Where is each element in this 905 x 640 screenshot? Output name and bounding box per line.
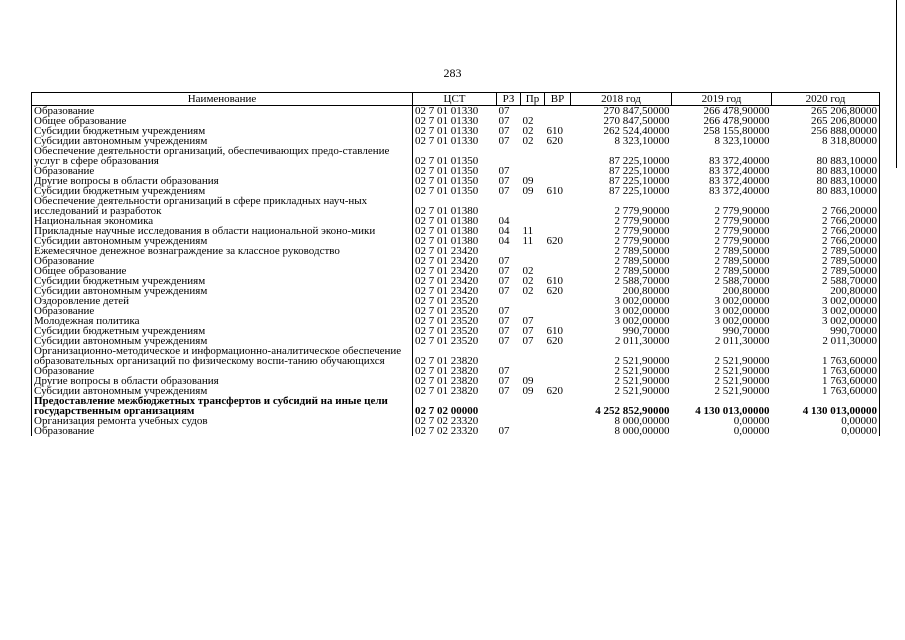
row-amount-2020: 3 002,00000 (772, 306, 880, 316)
table-row (32, 396, 880, 416)
row-pr: 02 (522, 135, 534, 147)
row-amount-2018: 262 524,40000 (603, 125, 670, 137)
row-pr (521, 296, 545, 306)
row-amount-2020: 2 011,30000 (772, 336, 880, 346)
row-pr (521, 416, 545, 426)
row-amount-2018: 2 779,90000 (614, 205, 670, 217)
row-cst: 02 7 01 23820 (413, 346, 497, 366)
row-pr: 11 (522, 235, 534, 247)
row-cst: 02 7 01 23420 (413, 266, 497, 276)
row-name: Субсидии автономным учреждениям (32, 236, 413, 246)
row-pr: 07 (522, 335, 534, 347)
row-name: Субсидии автономным учреждениям (32, 286, 413, 296)
row-vr (545, 166, 571, 176)
row-cst: 02 7 01 01380 (413, 196, 497, 216)
row-rz (497, 196, 521, 216)
header-2019: 2019 год (672, 93, 772, 106)
row-rz: 07 (498, 285, 510, 297)
header-2020: 2020 год (772, 93, 880, 106)
row-amount-2020: 3 002,00000 (772, 316, 880, 326)
header-rz: РЗ (497, 93, 521, 106)
row-rz: 07 (498, 185, 510, 197)
row-vr (545, 246, 571, 256)
row-name: Обеспечение деятельности организаций в сфере прикладных науч-ных исследований и разработок (32, 196, 413, 216)
row-vr (545, 106, 571, 117)
row-vr (545, 396, 571, 416)
row-vr: 620 (546, 235, 563, 247)
row-name: Прикладные научные исследования в области национальной эконо-мики (32, 226, 413, 236)
row-amount-2020: 0,00000 (772, 416, 880, 426)
row-rz: 07 (498, 385, 510, 397)
row-vr: 620 (546, 335, 563, 347)
row-name: Обеспечение деятельности организаций, обеспечивающих предо-ставление услуг в сфере образования (32, 146, 413, 166)
row-name: Субсидии бюджетным учреждениям (32, 126, 413, 136)
row-name: Субсидии бюджетным учреждениям (32, 186, 413, 196)
row-pr (521, 246, 545, 256)
row-amount-2019: 2 789,50000 (714, 265, 770, 277)
table-row (32, 426, 880, 436)
row-vr: 610 (546, 275, 563, 287)
row-pr: 07 (522, 325, 534, 337)
row-name: Субсидии автономным учреждениям (32, 386, 413, 396)
row-cst: 02 7 01 23520 (413, 306, 497, 316)
row-name: Образование (32, 306, 413, 316)
row-amount-2019: 8 323,10000 (714, 135, 770, 147)
row-amount-2020: 80 883,10000 (772, 146, 880, 166)
row-amount-2018: 270 847,50000 (603, 115, 670, 127)
row-vr (545, 216, 571, 226)
row-vr (545, 416, 571, 426)
row-name: Национальная экономика (32, 216, 413, 226)
row-cst: 02 7 01 01330 (413, 116, 497, 126)
row-pr (521, 146, 545, 166)
row-amount-2019: 3 002,00000 (714, 295, 770, 307)
row-cst: 02 7 01 23420 (413, 246, 497, 256)
row-amount-2018: 2 011,30000 (614, 335, 670, 347)
row-amount-2018: 2 521,90000 (614, 375, 670, 387)
row-name: Субсидии автономным учреждениям (32, 336, 413, 346)
row-amount-2019: 200,80000 (722, 285, 770, 297)
row-cst: 02 7 01 01330 (413, 106, 497, 117)
row-rz: 07 (498, 335, 510, 347)
row-rz: 04 (498, 215, 510, 227)
row-name: Субсидии бюджетным учреждениям (32, 326, 413, 336)
row-amount-2020: 2 789,50000 (772, 246, 880, 256)
row-amount-2019: 2 011,30000 (714, 335, 770, 347)
row-name: Образование (32, 426, 413, 436)
row-cst: 02 7 01 01380 (413, 226, 497, 236)
row-pr (521, 396, 545, 416)
row-pr: 09 (522, 175, 534, 187)
row-vr: 620 (546, 135, 563, 147)
row-name: Субсидии автономным учреждениям (32, 136, 413, 146)
row-amount-2018: 2 789,50000 (614, 265, 670, 277)
row-cst: 02 7 01 01380 (413, 236, 497, 246)
table-body (32, 106, 880, 437)
row-name: Другие вопросы в области образования (32, 176, 413, 186)
row-cst: 02 7 01 23520 (413, 326, 497, 336)
row-amount-2019: 266 478,90000 (703, 115, 770, 127)
row-cst: 02 7 01 23420 (413, 286, 497, 296)
row-rz: 07 (498, 115, 510, 127)
margin-rule (896, 0, 897, 168)
row-amount-2019: 258 155,80000 (703, 125, 770, 137)
row-cst: 02 7 01 23820 (413, 376, 497, 386)
row-amount-2020: 80 883,10000 (772, 166, 880, 176)
header-name: Наименование (32, 93, 413, 106)
row-amount-2019: 0,00000 (733, 425, 770, 437)
row-amount-2020: 4 130 013,00000 (772, 396, 880, 416)
row-amount-2019: 83 372,40000 (709, 155, 770, 167)
row-amount-2020: 2 766,20000 (772, 236, 880, 246)
row-amount-2019: 2 521,90000 (714, 375, 770, 387)
row-amount-2020: 2 766,20000 (772, 226, 880, 236)
table-header-row (32, 93, 880, 106)
row-amount-2020: 80 883,10000 (772, 186, 880, 196)
row-rz: 07 (498, 135, 510, 147)
row-amount-2019: 2 779,90000 (714, 205, 770, 217)
row-pr: 02 (522, 285, 534, 297)
row-vr (545, 366, 571, 376)
row-amount-2018: 87 225,10000 (609, 185, 670, 197)
row-cst: 02 7 01 01330 (413, 136, 497, 146)
row-cst: 02 7 02 00000 (413, 396, 497, 416)
row-amount-2019: 3 002,00000 (714, 315, 770, 327)
row-amount-2018: 990,70000 (622, 325, 670, 337)
row-cst: 02 7 01 23420 (413, 256, 497, 266)
row-rz: 07 (498, 105, 510, 117)
row-amount-2018: 2 588,70000 (614, 275, 670, 287)
row-cst: 02 7 01 23520 (413, 296, 497, 306)
row-rz: 07 (498, 275, 510, 287)
row-amount-2019: 2 588,70000 (714, 275, 770, 287)
row-amount-2019: 0,00000 (733, 415, 770, 427)
row-amount-2018: 8 000,00000 (614, 415, 670, 427)
row-amount-2019: 2 779,90000 (714, 225, 770, 237)
row-name: Субсидии бюджетным учреждениям (32, 276, 413, 286)
header-pr: Пр (521, 93, 545, 106)
row-amount-2018: 2 521,90000 (614, 385, 670, 397)
row-amount-2020: 1 763,60000 (772, 386, 880, 396)
row-amount-2018: 87 225,10000 (609, 155, 670, 167)
row-amount-2019: 2 789,50000 (714, 245, 770, 257)
row-amount-2020: 265 206,80000 (772, 106, 880, 117)
row-pr: 09 (522, 385, 534, 397)
row-cst: 02 7 01 01350 (413, 176, 497, 186)
row-amount-2018: 2 779,90000 (614, 235, 670, 247)
row-amount-2020: 2 588,70000 (772, 276, 880, 286)
row-pr: 07 (522, 315, 534, 327)
row-amount-2019: 2 521,90000 (714, 355, 770, 367)
row-name: Образование (32, 166, 413, 176)
budget-table (31, 92, 880, 436)
row-cst: 02 7 01 01350 (413, 186, 497, 196)
row-amount-2018: 2 779,90000 (614, 215, 670, 227)
row-pr (521, 346, 545, 366)
row-name: Образование (32, 256, 413, 266)
row-vr: 610 (546, 185, 563, 197)
row-amount-2018: 87 225,10000 (609, 175, 670, 187)
row-name: Другие вопросы в области образования (32, 376, 413, 386)
row-cst: 02 7 02 23320 (413, 416, 497, 426)
page-number: 283 (443, 66, 462, 80)
row-rz: 07 (498, 375, 510, 387)
row-amount-2020: 2 789,50000 (772, 266, 880, 276)
row-amount-2018: 87 225,10000 (609, 165, 670, 177)
row-amount-2019: 3 002,00000 (714, 305, 770, 317)
row-vr (545, 256, 571, 266)
row-rz: 07 (498, 315, 510, 327)
row-amount-2018: 3 002,00000 (614, 295, 670, 307)
row-amount-2018: 2 521,90000 (614, 355, 670, 367)
row-amount-2019: 2 521,90000 (714, 365, 770, 377)
row-amount-2018: 3 002,00000 (614, 315, 670, 327)
table-row (32, 196, 880, 216)
row-pr: 09 (522, 375, 534, 387)
row-vr (545, 196, 571, 216)
row-name: Образование (32, 366, 413, 376)
row-rz: 07 (498, 165, 510, 177)
row-pr (521, 426, 545, 436)
row-pr: 02 (522, 115, 534, 127)
row-vr (545, 306, 571, 316)
row-vr (545, 426, 571, 436)
row-rz: 07 (498, 305, 510, 317)
row-amount-2018: 8 000,00000 (614, 425, 670, 437)
table-row (32, 346, 880, 366)
row-amount-2020: 2 766,20000 (772, 216, 880, 226)
row-vr (545, 296, 571, 306)
row-vr: 610 (546, 125, 563, 137)
header-2018: 2018 год (571, 93, 672, 106)
row-amount-2020: 265 206,80000 (772, 116, 880, 126)
row-name: Молодежная политика (32, 316, 413, 326)
row-rz: 04 (498, 235, 510, 247)
row-amount-2019: 2 779,90000 (714, 215, 770, 227)
row-amount-2020: 1 763,60000 (772, 346, 880, 366)
header-vr: ВР (545, 93, 571, 106)
row-rz (497, 396, 521, 416)
row-rz (497, 346, 521, 366)
row-name: Ежемесячное денежное вознаграждение за классное руководство (32, 246, 413, 256)
row-name: Организация ремонта учебных судов (32, 416, 413, 426)
row-amount-2018: 270 847,50000 (603, 105, 670, 117)
row-name: Организационно-методическое и информационно-аналитическое обеспечение образовательных организаций по физическому воспи-танию обучающихся (32, 346, 413, 366)
row-rz: 04 (498, 225, 510, 237)
row-amount-2020: 2 766,20000 (772, 196, 880, 216)
row-amount-2018: 2 789,50000 (614, 245, 670, 257)
row-rz: 07 (498, 325, 510, 337)
row-rz: 07 (498, 365, 510, 377)
row-pr: 02 (522, 265, 534, 277)
row-amount-2020: 1 763,60000 (772, 366, 880, 376)
row-cst: 02 7 01 23820 (413, 386, 497, 396)
row-amount-2020: 2 789,50000 (772, 256, 880, 266)
row-pr (521, 196, 545, 216)
row-rz: 07 (498, 175, 510, 187)
row-pr: 09 (522, 185, 534, 197)
row-amount-2020: 3 002,00000 (772, 296, 880, 306)
row-cst: 02 7 01 23520 (413, 316, 497, 326)
row-vr: 620 (546, 285, 563, 297)
row-vr (545, 346, 571, 366)
row-pr: 02 (522, 275, 534, 287)
row-vr: 620 (546, 385, 563, 397)
row-amount-2018: 200,80000 (622, 285, 670, 297)
row-cst: 02 7 01 23420 (413, 276, 497, 286)
row-rz: 07 (498, 265, 510, 277)
row-amount-2019: 83 372,40000 (709, 165, 770, 177)
row-name: Общее образование (32, 116, 413, 126)
row-cst: 02 7 01 01350 (413, 146, 497, 166)
row-vr (545, 146, 571, 166)
header-cst: ЦСТ (413, 93, 497, 106)
row-name: Предоставление межбюджетных трансфертов и субсидий на иные цели государственным организациям (32, 396, 413, 416)
row-amount-2020: 0,00000 (772, 426, 880, 436)
row-rz: 07 (498, 125, 510, 137)
row-vr: 610 (546, 325, 563, 337)
row-amount-2020: 8 318,80000 (772, 136, 880, 146)
row-amount-2019: 4 130 013,00000 (695, 405, 770, 417)
row-amount-2018: 2 521,90000 (614, 365, 670, 377)
row-cst: 02 7 01 01380 (413, 216, 497, 226)
table-row (32, 146, 880, 166)
row-amount-2020: 1 763,60000 (772, 376, 880, 386)
row-amount-2019: 83 372,40000 (709, 185, 770, 197)
row-pr: 02 (522, 125, 534, 137)
row-amount-2018: 3 002,00000 (614, 305, 670, 317)
row-amount-2018: 8 323,10000 (614, 135, 670, 147)
row-rz: 07 (498, 425, 510, 437)
row-rz (497, 146, 521, 166)
row-cst: 02 7 02 23320 (413, 426, 497, 436)
row-pr: 11 (522, 225, 534, 237)
row-amount-2019: 83 372,40000 (709, 175, 770, 187)
row-name: Оздоровление детей (32, 296, 413, 306)
row-amount-2018: 2 779,90000 (614, 225, 670, 237)
row-cst: 02 7 01 23820 (413, 366, 497, 376)
row-cst: 02 7 01 01330 (413, 126, 497, 136)
row-amount-2020: 256 888,00000 (772, 126, 880, 136)
row-amount-2020: 990,70000 (772, 326, 880, 336)
row-cst: 02 7 01 23520 (413, 336, 497, 346)
row-amount-2020: 80 883,10000 (772, 176, 880, 186)
row-amount-2019: 2 779,90000 (714, 235, 770, 247)
row-rz: 07 (498, 255, 510, 267)
row-cst: 02 7 01 01350 (413, 166, 497, 176)
row-amount-2019: 990,70000 (722, 325, 770, 337)
row-amount-2020: 200,80000 (772, 286, 880, 296)
row-amount-2019: 266 478,90000 (703, 105, 770, 117)
row-name: Образование (32, 106, 413, 117)
row-amount-2019: 2 789,50000 (714, 255, 770, 267)
row-name: Общее образование (32, 266, 413, 276)
row-amount-2018: 4 252 852,90000 (595, 405, 670, 417)
row-amount-2018: 2 789,50000 (614, 255, 670, 267)
row-amount-2019: 2 521,90000 (714, 385, 770, 397)
